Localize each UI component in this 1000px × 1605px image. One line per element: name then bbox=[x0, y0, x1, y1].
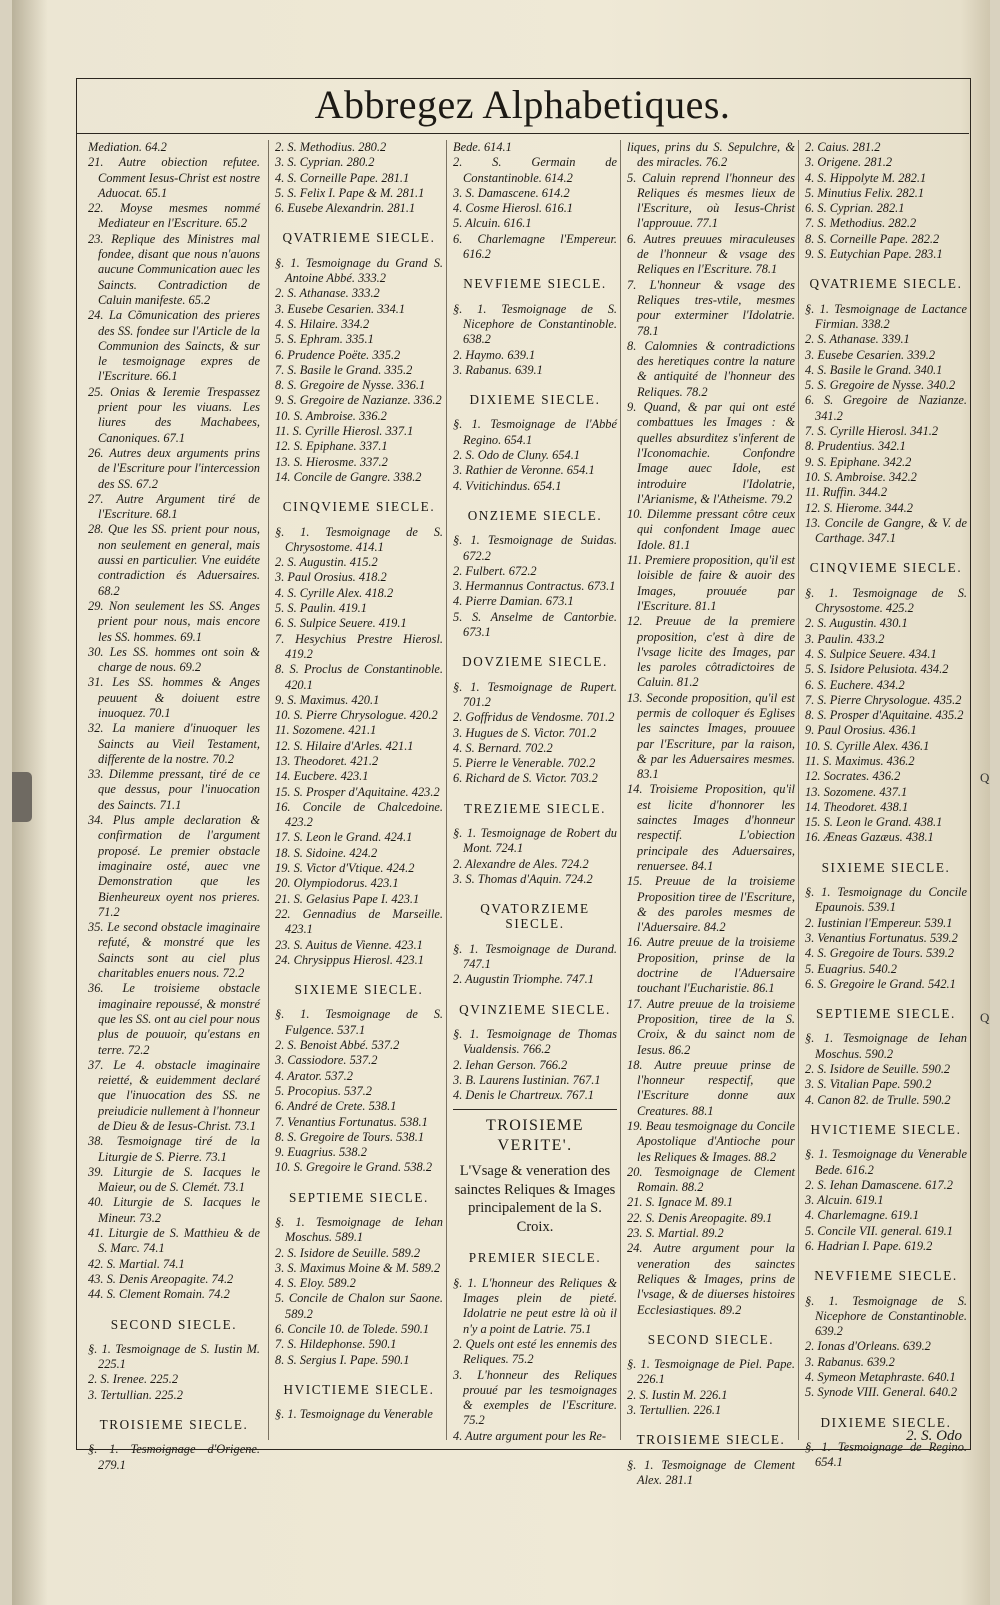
index-column-3 bbox=[446, 140, 623, 1443]
index-entry: 41. Liturgie de S. Matthieu & de S. Marc. 74.1 bbox=[88, 1226, 260, 1256]
century-heading: QVATRIEME SIECLE. bbox=[282, 230, 436, 246]
index-entry: 3. Tertullien. 226.1 bbox=[627, 1403, 722, 1418]
index-entry: 4. Arator. 537.2 bbox=[275, 1068, 353, 1083]
index-entry: 2. S. Athanase. 339.1 bbox=[805, 332, 910, 347]
index-entry: §. 1. L'honneur des Reliques & Images plein de pieté. Idolatrie ne peut estre là où il n'y a point de Latrie. 75.1 bbox=[453, 1275, 617, 1336]
index-entry: 4. S. Basile le Grand. 340.1 bbox=[805, 362, 943, 377]
index-entry: 3. Alcuin. 619.1 bbox=[805, 1193, 884, 1208]
index-entry: §. 1. Tesmoignage de S. Fulgence. 537.1 bbox=[275, 1007, 443, 1037]
index-entry: 2. S. Augustin. 415.2 bbox=[275, 555, 378, 570]
index-entry: 14. Eucbere. 423.1 bbox=[275, 769, 369, 784]
index-entry: 5. Concile de Chalon sur Saone. 589.2 bbox=[275, 1291, 443, 1321]
section-subtitle: L'Vsage & veneration des sainctes Reliques & Images principalement de la S. Croix. bbox=[454, 1163, 616, 1235]
index-entry: 4. Denis le Chartreux. 767.1 bbox=[453, 1088, 594, 1103]
index-entry: 3. Paul Orosius. 418.2 bbox=[275, 570, 387, 585]
facing-page-letter: Q bbox=[980, 770, 990, 785]
index-column-4 bbox=[620, 140, 801, 1487]
bottom-rule bbox=[76, 1449, 969, 1450]
index-entry: 9. Quand, & par qui ont esté combattues les Images : & quelles absurditez s'inferent de l'Iconomachie. Confondre Image auec Idole, est introduire l'Idolatrie, l'Arianisme, & l'Atheisme. 79.2 bbox=[627, 400, 795, 506]
index-entry: 5. S. Anselme de Cantorbie. 673.1 bbox=[453, 609, 617, 640]
index-entry: 2. S. Germain de Constantinoble. 614.2 bbox=[453, 155, 617, 185]
century-heading: CINQVIEME SIECLE. bbox=[282, 499, 436, 515]
index-entry: 16. Autre preuue de la troisieme Proposition, prinse de la doctrine de l'Aduersaire touchant l'Eucharistie. 86.1 bbox=[627, 935, 795, 996]
index-entry: 2. S. Iustin M. 226.1 bbox=[627, 1387, 728, 1402]
index-entry: 42. S. Martial. 74.1 bbox=[88, 1256, 185, 1271]
index-entry: 10. S. Gregoire le Grand. 538.2 bbox=[275, 1160, 433, 1175]
index-entry: 3. Eusebe Cesarien. 339.2 bbox=[805, 347, 936, 362]
title-rule bbox=[76, 133, 969, 134]
index-entry: 18. S. Sidoine. 424.2 bbox=[275, 845, 378, 860]
index-entry: 11. S. Maximus. 436.2 bbox=[805, 753, 915, 768]
index-entry: 6. Prudence Poëte. 335.2 bbox=[275, 347, 401, 362]
index-entry: 6. Concile 10. de Tolede. 590.1 bbox=[275, 1322, 430, 1337]
index-entry: 5. S. Felix I. Pape & M. 281.1 bbox=[275, 185, 425, 200]
century-heading: NEVFIEME SIECLE. bbox=[814, 1268, 958, 1284]
index-entry: 23. S. Auitus de Vienne. 423.1 bbox=[275, 937, 423, 952]
index-entry: 12. Socrates. 436.2 bbox=[805, 769, 901, 784]
index-entry: 2. S. Augustin. 430.1 bbox=[805, 616, 908, 631]
index-entry: 9. Paul Orosius. 436.1 bbox=[805, 723, 917, 738]
index-entry: 12. S. Hierome. 344.2 bbox=[805, 500, 913, 515]
index-entry: 22. Gennadius de Marseille. 423.1 bbox=[275, 906, 443, 937]
index-entry: 8. S. Proclus de Constantinoble. 420.1 bbox=[275, 662, 443, 692]
century-heading: PREMIER SIECLE. bbox=[468, 1250, 602, 1266]
index-entry: §. 1. Tesmoignage du Venerable bbox=[275, 1407, 433, 1422]
index-entry: 20. Tesmoignage de Clement Romain. 88.2 bbox=[627, 1164, 795, 1195]
index-entry: 3. S. Thomas d'Aquin. 724.2 bbox=[453, 871, 593, 886]
index-entry: 24. La Cõmunication des prieres des SS. fondee sur l'Article de la Communion des Saincts, & sur le tesmoignage expres de l'Escriture. 66.1 bbox=[88, 308, 260, 384]
index-entry: §. 1. Tesmoignage de Iehan Moschus. 590.2 bbox=[805, 1031, 967, 1061]
index-entry: 37. Le 4. obstacle imaginaire reietté, & euidemment declaré que l'inuocation des SS. ne preiudicie nullement à l'honneur de Dieu & de Iesus-Christ. 73.1 bbox=[88, 1057, 260, 1133]
index-entry: 17. S. Leon le Grand. 424.1 bbox=[275, 830, 413, 845]
index-entry: 10. S. Pierre Chrysologue. 420.2 bbox=[275, 708, 438, 723]
index-entry: 9. Euagrius. 538.2 bbox=[275, 1145, 367, 1160]
index-entry: Bede. 614.1 bbox=[453, 140, 512, 154]
index-entry: 43. S. Denis Areopagite. 74.2 bbox=[88, 1271, 234, 1286]
index-entry: 8. S. Gregoire de Nysse. 336.1 bbox=[275, 378, 426, 393]
index-entry: 18. Autre preuue prinse de l'honneur respectif, que l'Escriture donne aux Creatures. 88.1 bbox=[627, 1057, 795, 1118]
index-entry: 28. Que les SS. prient pour nous, non seulement en general, mais aussi en particulier. Vne euidéte contradiction és Aduersaires. 68.2 bbox=[88, 522, 260, 598]
index-entry: 3. Eusebe Cesarien. 334.1 bbox=[275, 301, 406, 316]
index-entry: 21. S. Ignace M. 89.1 bbox=[627, 1195, 733, 1210]
index-entry: §. 1. Tesmoignage de S. Iustin M. 225.1 bbox=[88, 1341, 260, 1372]
index-entry: 44. S. Clement Romain. 74.2 bbox=[88, 1287, 230, 1302]
index-entry: 2. Alexandre de Ales. 724.2 bbox=[453, 856, 589, 871]
index-entry: 3. B. Laurens Iustinian. 767.1 bbox=[453, 1072, 601, 1087]
index-entry: 6. S. Sulpice Seuere. 419.1 bbox=[275, 616, 407, 631]
century-heading: DIXIEME SIECLE. bbox=[469, 392, 601, 408]
index-entry: 2. S. Methodius. 280.2 bbox=[275, 140, 387, 154]
index-entry: 17. Autre preuue de la troisieme Proposition, tiree de la S. Croix, & du sainct nom de Iesus. 86.2 bbox=[627, 996, 795, 1057]
section-heading: TROISIEME VERITE'. bbox=[486, 1117, 584, 1155]
index-entry: 5. Alcuin. 616.1 bbox=[453, 216, 532, 231]
index-entry: 4. S. Hippolyte M. 282.1 bbox=[805, 170, 927, 185]
index-entry: 15. S. Prosper d'Aquitaine. 423.2 bbox=[275, 784, 440, 799]
index-entry: 7. S. Hildephonse. 590.1 bbox=[275, 1337, 397, 1352]
catchword: 2. S. Odo bbox=[906, 1428, 962, 1444]
index-entry: 11. Sozomene. 421.1 bbox=[275, 723, 377, 738]
book-clasp bbox=[12, 772, 32, 822]
index-entry: 22. S. Denis Areopagite. 89.1 bbox=[627, 1210, 773, 1225]
century-heading: QVATRIEME SIECLE. bbox=[809, 276, 963, 292]
index-entry: §. 1. Tesmoignage de Lactance Firmian. 338.2 bbox=[805, 301, 967, 331]
index-entry: §. 1. Tesmoignage de S. Nicephore de Constantinoble. 638.2 bbox=[453, 301, 617, 347]
index-entry: 6. S. Euchere. 434.2 bbox=[805, 677, 905, 692]
index-entry: §. 1. Tesmoignage de Iehan Moschus. 589.1 bbox=[275, 1215, 443, 1245]
index-entry: 29. Non seulement les SS. Anges prient pour nous, mais encore les SS. hommes. 69.1 bbox=[88, 598, 260, 644]
index-entry: 2. Quels ont esté les ennemis des Reliques. 75.2 bbox=[453, 1336, 617, 1367]
index-entry: 15. S. Leon le Grand. 438.1 bbox=[805, 815, 943, 830]
index-entry: 3. Tertullian. 225.2 bbox=[88, 1387, 183, 1402]
century-heading: SEPTIEME SIECLE. bbox=[289, 1189, 429, 1205]
index-entry: 6. Charlemagne l'Empereur. 616.2 bbox=[453, 231, 617, 262]
index-entry: 19. Beau tesmoignage du Concile Apostolique d'Antioche pour les Reliques & Images. 88.2 bbox=[627, 1119, 795, 1164]
index-entry: 4. Charlemagne. 619.1 bbox=[805, 1208, 919, 1223]
index-entry: 8. Calomnies & contradictions des heretiques contre la nature & antiquité de l'honneur des Reliques. 78.2 bbox=[627, 338, 795, 399]
index-entry: 3. S. Vitalian Pape. 590.2 bbox=[805, 1077, 932, 1092]
index-entry: 5. Minutius Felix. 282.1 bbox=[805, 185, 925, 200]
index-entry: §. 1. Tesmoignage de S. Nicephore de Constantinoble. 639.2 bbox=[805, 1293, 967, 1339]
index-entry: 6. S. Gregoire le Grand. 542.1 bbox=[805, 976, 956, 991]
index-entry: 3. Rabanus. 639.1 bbox=[453, 362, 543, 377]
century-heading: SECOND SIECLE. bbox=[647, 1331, 775, 1347]
index-entry: 33. Dilemme pressant, tiré de ce que dessus, pour l'inuocation des Saincts. 71.1 bbox=[88, 767, 260, 812]
index-entry: 9. S. Eutychian Pape. 283.1 bbox=[805, 247, 943, 262]
index-entry: 8. S. Sergius I. Pape. 590.1 bbox=[275, 1352, 410, 1367]
index-entry: 8. S. Corneille Pape. 282.2 bbox=[805, 231, 940, 246]
index-entry: 12. Preuue de la premiere proposition, c'est à dire de l'vsage licite des Images, par les paroles côtradictoires de Caluin. 81.2 bbox=[627, 614, 795, 690]
index-entry: 25. Onias & Ieremie Trespassez prient pour les viuans. Les liures des Machabees, Canoniques. 67.1 bbox=[88, 384, 260, 445]
index-entry: 40. Liturgie de S. Iacques le Mineur. 73.2 bbox=[88, 1195, 260, 1225]
century-heading: TROISIEME SIECLE. bbox=[99, 1417, 249, 1433]
index-entry: 23. Replique des Ministres mal fondee, disant que nous n'auons aucune Communication auec les Saincts. Contradiction de Caluin manifeste. 65.2 bbox=[88, 231, 260, 307]
index-entry: 21. Autre obiection refutee. Comment Iesus-Christ est nostre Aduocat. 65.1 bbox=[88, 155, 260, 200]
index-entry: 2. S. Benoist Abbé. 537.2 bbox=[275, 1038, 400, 1053]
index-entry: 6. Richard de S. Victor. 703.2 bbox=[453, 771, 598, 786]
index-entry: 7. S. Cyrille Hierosl. 341.2 bbox=[805, 424, 939, 439]
index-entry: 13. Sozomene. 437.1 bbox=[805, 784, 908, 799]
index-entry: 10. S. Cyrille Alex. 436.1 bbox=[805, 738, 930, 753]
century-heading: QVINZIEME SIECLE. bbox=[459, 1001, 611, 1017]
index-entry: 3. Rabanus. 639.2 bbox=[805, 1354, 895, 1369]
index-entry: 2. S. Odo de Cluny. 654.1 bbox=[453, 448, 580, 463]
index-entry: Mediation. 64.2 bbox=[88, 140, 167, 154]
index-entry: 14. Theodoret. 438.1 bbox=[805, 799, 909, 814]
index-entry: 3. Venantius Fortunatus. 539.2 bbox=[805, 930, 958, 945]
century-heading: CINQVIEME SIECLE. bbox=[809, 560, 963, 576]
index-entry: 5. Synode VIII. General. 640.2 bbox=[805, 1385, 958, 1400]
index-entry: 35. Le second obstacle imaginaire refuté, & monstré que les Saincts sont au ciel plus charitables enuers nous. 72.2 bbox=[88, 920, 260, 981]
index-entry: 13. Seconde proposition, qu'il est permis de colloquer és Eglises les sainctes Images, prouuee par l'Escriture, par la raison, & par les Aduersaires mesmes. 83.1 bbox=[627, 690, 795, 782]
page-title: Abbregez Alphabetiques. bbox=[314, 82, 731, 127]
index-entry: 3. Cassiodore. 537.2 bbox=[275, 1053, 378, 1068]
index-entry: 23. S. Martial. 89.2 bbox=[627, 1226, 724, 1241]
index-entry: 11. Premiere proposition, qu'il est loisible de faire & auoir des Images, prouuée par l'Escriture. 81.1 bbox=[627, 553, 795, 613]
index-entry: 13. S. Hierosme. 337.2 bbox=[275, 454, 388, 469]
century-heading: SECOND SIECLE. bbox=[110, 1316, 238, 1332]
index-entry: §. 1. Tesmoignage de S. Chrysostome. 414.1 bbox=[275, 524, 443, 554]
index-entry: 3. Paulin. 433.2 bbox=[805, 631, 885, 646]
index-entry: §. 1. Tesmoignage du Venerable Bede. 616.2 bbox=[805, 1147, 967, 1177]
index-entry: 13. Concile de Gangre, & V. de Carthage. 347.1 bbox=[805, 515, 967, 546]
index-entry: 6. S. Gregoire de Nazianze. 341.2 bbox=[805, 393, 967, 423]
index-entry: 3. Hugues de S. Victor. 701.2 bbox=[453, 725, 597, 740]
index-entry: 7. S. Methodius. 282.2 bbox=[805, 216, 917, 231]
index-entry: 3. Rathier de Veronne. 654.1 bbox=[453, 463, 595, 478]
index-entry: 31. Les SS. hommes & Anges peuuent & doiuent estre inuoquez. 70.1 bbox=[88, 675, 260, 720]
century-heading: DOVZIEME SIECLE. bbox=[462, 654, 608, 670]
index-entry: 14. Concile de Gangre. 338.2 bbox=[275, 469, 422, 484]
index-entry: 9. S. Epiphane. 342.2 bbox=[805, 454, 912, 469]
index-entry: 2. Goffridus de Vendosme. 701.2 bbox=[453, 710, 615, 725]
index-entry: 9. S. Gregoire de Nazianze. 336.2 bbox=[275, 393, 442, 408]
index-entry: 4. Pierre Damian. 673.1 bbox=[453, 594, 574, 609]
index-entry: 3. L'honneur des Reliques prouué par les tesmoignages & exemples de l'Escriture. 75.2 bbox=[453, 1367, 617, 1428]
index-entry: 30. Les SS. hommes ont soin & charge de nous. 69.2 bbox=[88, 644, 260, 675]
index-entry: 2. S. Isidore de Seuille. 590.2 bbox=[805, 1062, 951, 1077]
index-entry: 36. Le troisieme obstacle imaginaire repoussé, & monstré que les SS. ont au ciel pour nous plus de pouuoir, qu'estans en terre. 72.2 bbox=[88, 981, 260, 1057]
index-entry: 4. S. Sulpice Seuere. 434.1 bbox=[805, 646, 937, 661]
index-entry: 2. S. Isidore de Seuille. 589.2 bbox=[275, 1245, 421, 1260]
facing-page-letter: Q bbox=[980, 1010, 990, 1025]
index-entry: 3. S. Cyprian. 280.2 bbox=[275, 155, 375, 170]
index-entry: 27. Autre Argument tiré de l'Escriture. 68.1 bbox=[88, 491, 260, 522]
index-entry: 8. Prudentius. 342.1 bbox=[805, 439, 906, 454]
index-entry: 5. Concile VII. general. 619.1 bbox=[805, 1223, 953, 1238]
index-entry: 39. Liturgie de S. Iacques le Maieur, ou de S. Clemét. 73.1 bbox=[88, 1164, 260, 1195]
index-entry: 4. S. Cyrille Alex. 418.2 bbox=[275, 585, 394, 600]
index-entry: §. 1. Tesmoignage de Regino. 654.1 bbox=[805, 1439, 967, 1470]
index-entry: 7. L'honneur & vsage des Reliques tres-vtile, mesmes pour exterminer l'Idolatrie. 78.1 bbox=[627, 277, 795, 338]
index-entry: 4. S. Bernard. 702.2 bbox=[453, 740, 553, 755]
index-entry: 5. Euagrius. 540.2 bbox=[805, 961, 897, 976]
index-entry: 16. Æneas Gazæus. 438.1 bbox=[805, 830, 934, 845]
century-heading: SIXIEME SIECLE. bbox=[294, 982, 424, 998]
index-entry: §. 1. Tesmoignage de Suidas. 672.2 bbox=[453, 533, 617, 563]
index-entry: 2. Iustinian l'Empereur. 539.1 bbox=[805, 915, 953, 930]
index-entry: 24. Chrysippus Hierosl. 423.1 bbox=[275, 952, 424, 967]
index-entry: 14. Troisieme Proposition, qu'il est licite d'honnorer les sainctes Images d'honneur respectif. L'obiection principale des Aduersaires, renuersee. 84.1 bbox=[627, 782, 795, 873]
index-entry: §. 1. Tesmoignage d'Origene. 279.1 bbox=[88, 1442, 260, 1472]
index-entry: 7. Venantius Fortunatus. 538.1 bbox=[275, 1114, 428, 1129]
index-entry: 6. Eusebe Alexandrin. 281.1 bbox=[275, 201, 416, 216]
index-entry: 13. Theodoret. 421.2 bbox=[275, 753, 379, 768]
index-entry: 5. S. Isidore Pelusiota. 434.2 bbox=[805, 662, 949, 677]
index-entry: 4. Vvitichindus. 654.1 bbox=[453, 478, 562, 493]
index-entry: §. 1. Tesmoignage de Clement Alex. 281.1 bbox=[627, 1457, 795, 1487]
index-entry: 5. S. Ephram. 335.1 bbox=[275, 332, 374, 347]
index-column-5 bbox=[798, 140, 967, 1470]
index-entry: 3. Hermannus Contractus. 673.1 bbox=[453, 579, 616, 594]
book-page bbox=[12, 0, 990, 1605]
index-entry: §. 1. Tesmoignage de Robert du Mont. 724.1 bbox=[453, 825, 617, 856]
index-entry: 7. S. Basile le Grand. 335.2 bbox=[275, 362, 413, 377]
index-entry: 2. S. Irenee. 225.2 bbox=[88, 1372, 179, 1387]
index-entry: 20. Olympiodorus. 423.1 bbox=[275, 876, 399, 891]
index-entry: 4. Cosme Hierosl. 616.1 bbox=[453, 201, 574, 216]
index-entry: 10. S. Ambroise. 342.2 bbox=[805, 469, 917, 484]
index-entry: 3. S. Damascene. 614.2 bbox=[453, 185, 570, 200]
century-heading: SIXIEME SIECLE. bbox=[821, 859, 951, 875]
index-entry: 2. S. Iehan Damascene. 617.2 bbox=[805, 1177, 953, 1192]
index-entry: §. 1. Tesmoignage de S. Chrysostome. 425.2 bbox=[805, 585, 967, 616]
index-entry: 4. S. Eloy. 589.2 bbox=[275, 1276, 356, 1291]
index-entry: liques, prins du S. Sepulchre, & des miracles. 76.2 bbox=[627, 140, 795, 170]
index-entry: 24. Autre argument pour la veneration des sainctes Reliques & Images, prins de l'vsage, & de diuerses histoires Ecclesiastiques. 89.2 bbox=[627, 1241, 795, 1317]
index-entry: 6. S. Cyprian. 282.1 bbox=[805, 201, 905, 216]
index-entry: §. 1. Tesmoignage de l'Abbé Regino. 654.1 bbox=[453, 417, 617, 447]
index-entry: 8. S. Prosper d'Aquitaine. 435.2 bbox=[805, 708, 964, 723]
index-entry: §. 1. Tesmoignage de Thomas Vualdensis. 766.2 bbox=[453, 1026, 617, 1057]
index-column-1 bbox=[88, 140, 266, 1472]
index-entry: 11. S. Cyrille Hierosl. 337.1 bbox=[275, 424, 414, 439]
index-entry: 3. Origene. 281.2 bbox=[805, 155, 893, 170]
index-entry: 12. S. Epiphane. 337.1 bbox=[275, 439, 388, 454]
index-entry: 5. S. Paulin. 419.1 bbox=[275, 601, 367, 616]
index-entry: 2. Caius. 281.2 bbox=[805, 140, 881, 154]
index-entry: 4. S. Corneille Pape. 281.1 bbox=[275, 170, 410, 185]
index-entry: 34. Plus ample declaration & confirmation de l'argument proposé. Le premier obstacle imaginaire osté, auec vne Demonstration que les Bienheureux oyent nos prieres. 71.2 bbox=[88, 813, 260, 919]
index-entry: 3. S. Maximus Moine & M. 589.2 bbox=[275, 1260, 441, 1275]
index-entry: 5. Procopius. 537.2 bbox=[275, 1083, 372, 1098]
index-entry: 6. Hadrian I. Pape. 619.2 bbox=[805, 1239, 933, 1253]
index-entry: §. 1. Tesmoignage du Grand S. Antoine Abbé. 333.2 bbox=[275, 255, 443, 286]
index-entry: 8. S. Gregoire de Tours. 538.1 bbox=[275, 1129, 425, 1144]
century-heading: NEVFIEME SIECLE. bbox=[463, 276, 607, 292]
index-entry: 9. S. Maximus. 420.1 bbox=[275, 692, 380, 707]
index-entry: 12. S. Hilaire d'Arles. 421.1 bbox=[275, 738, 414, 753]
century-heading: TREZIEME SIECLE. bbox=[463, 800, 607, 816]
index-entry: 6. Autres preuues miraculeuses de l'honneur & vsage des Reliques en l'Escriture. 78.1 bbox=[627, 231, 795, 277]
index-entry: 11. Ruffin. 344.2 bbox=[805, 485, 888, 500]
index-entry: 15. Preuue de la troisieme Proposition tiree de l'Escriture, & des paroles mesmes de l'Aduersaire. 84.2 bbox=[627, 874, 795, 935]
index-entry: 6. André de Crete. 538.1 bbox=[275, 1099, 397, 1114]
section-rule bbox=[453, 1109, 617, 1110]
index-entry: 10. Dilemme pressant côtre ceux qui confondent Image auec Idole. 81.1 bbox=[627, 507, 795, 552]
century-heading: TROISIEME SIECLE. bbox=[636, 1432, 786, 1448]
index-entry: 32. La maniere d'inuoquer les Saincts au Vieil Testament, differente de la nostre. 70.2 bbox=[88, 721, 260, 766]
index-entry: 2. Haymo. 639.1 bbox=[453, 347, 536, 362]
index-entry: 26. Autres deux arguments prins de l'Escriture pour l'intercession des SS. 67.2 bbox=[88, 445, 260, 491]
index-entry: §. 1. Tesmoignage de Piel. Pape. 226.1 bbox=[627, 1357, 795, 1387]
index-entry: §. 1. Tesmoignage de Rupert. 701.2 bbox=[453, 679, 617, 709]
index-entry: 38. Tesmoignage tiré de la Liturgie de S. Pierre. 73.1 bbox=[88, 1134, 260, 1164]
century-heading: ONZIEME SIECLE. bbox=[467, 507, 603, 523]
index-entry: 5. Pierre le Venerable. 702.2 bbox=[453, 756, 596, 771]
century-heading: QVATORZIEME SIECLE. bbox=[480, 901, 590, 932]
index-entry: 7. S. Pierre Chrysologue. 435.2 bbox=[805, 692, 962, 707]
index-entry: §. 1. Tesmoignage de Durand. 747.1 bbox=[453, 941, 617, 972]
index-entry: 2. Iehan Gerson. 766.2 bbox=[453, 1057, 568, 1072]
index-entry: 5. S. Gregoire de Nysse. 340.2 bbox=[805, 378, 956, 393]
index-entry: 2. S. Athanase. 333.2 bbox=[275, 286, 380, 301]
index-entry: §. 1. Tesmoignage du Concile Epaunois. 539.1 bbox=[805, 885, 967, 915]
index-entry: 16. Concile de Chalcedoine. 423.2 bbox=[275, 799, 443, 830]
century-heading: DIXIEME SIECLE. bbox=[820, 1414, 952, 1430]
index-entry: 21. S. Gelasius Pape I. 423.1 bbox=[275, 891, 420, 906]
index-entry: 19. S. Victor d'Vtique. 424.2 bbox=[275, 861, 415, 876]
index-entry: 4. S. Gregoire de Tours. 539.2 bbox=[805, 946, 955, 961]
century-heading: HVICTIEME SIECLE. bbox=[283, 1381, 435, 1397]
index-entry: 2. Ionas d'Orleans. 639.2 bbox=[805, 1339, 931, 1354]
index-entry: 22. Moyse mesmes nommé Mediateur en l'Escriture. 65.2 bbox=[88, 201, 260, 231]
index-entry: 4. Canon 82. de Trulle. 590.2 bbox=[805, 1092, 951, 1107]
index-entry: 7. Hesychius Prestre Hierosl. 419.2 bbox=[275, 631, 443, 661]
index-entry: 10. S. Ambroise. 336.2 bbox=[275, 408, 387, 423]
index-column-2 bbox=[268, 140, 449, 1440]
index-entry: 4. Symeon Metaphraste. 640.1 bbox=[805, 1370, 956, 1385]
index-entry: 4. S. Hilaire. 334.2 bbox=[275, 316, 370, 331]
index-entry: 2. Augustin Triomphe. 747.1 bbox=[453, 972, 594, 987]
century-heading: HVICTIEME SIECLE. bbox=[810, 1121, 962, 1137]
index-entry: 5. Caluin reprend l'honneur des Reliques és mesmes lieux de l'Escriture, où Iesus-Christ l'approuue. 77.1 bbox=[627, 170, 795, 231]
index-entry: 2. Fulbert. 672.2 bbox=[453, 563, 537, 578]
index-entry: 4. Autre argument pour les Re- bbox=[453, 1428, 607, 1443]
century-heading: SEPTIEME SIECLE. bbox=[816, 1006, 956, 1022]
